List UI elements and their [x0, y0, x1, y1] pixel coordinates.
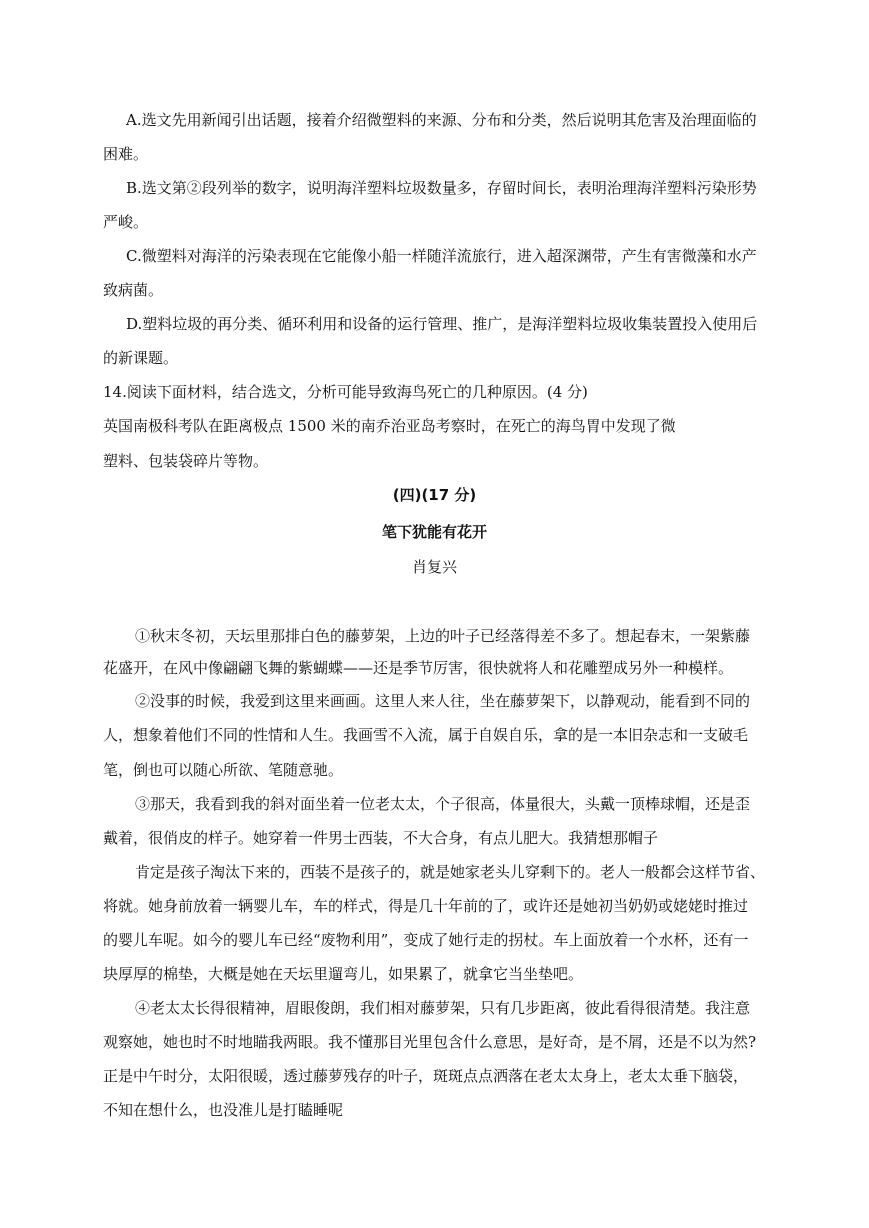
paragraph-3b-line: 肯定是孩子淘汰下来的，西装不是孩子的，就是她家老头儿穿剩下的。老人一般都会这样节省、	[135, 863, 766, 881]
option-c-line1: C.微塑料对海洋的污染表现在它能像小船一样随洋流旅行，进入超深渊带，产生有害微藻和水产	[126, 247, 757, 265]
paragraph-4-line: 观察她，她也时不时地瞄我两眼。我不懂那目光里包含什么意思，是好奇，是不屑，还是不以为然?	[103, 1033, 757, 1051]
paragraph-2-line: ②没事的时候，我爱到这里来画画。这里人来人往，坐在藤萝架下，以静观动，能看到不同的	[135, 692, 751, 710]
paragraph-1-line: 花盛开，在风中像翩翩飞舞的紫蝴蝶——还是季节厉害，很快就将人和花雕塑成另外一种模样。	[103, 659, 734, 677]
article-title: 笔下犹能有花开	[381, 523, 487, 541]
question-14-material-line1: 英国南极科考队在距离极点 1500 米的南乔治亚岛考察时，在死亡的海鸟胃中发现了微	[103, 417, 676, 435]
paragraph-3-line: 戴着，很俏皮的样子。她穿着一件男士西装，不大合身，有点儿肥大。我猜想那帽子	[103, 829, 659, 847]
option-b-line1: B.选文第②段列举的数字，说明海洋塑料垃圾数量多，存留时间长，表明治理海洋塑料污染形势	[126, 179, 757, 197]
paragraph-4-line: 正是中午时分，太阳很暖，透过藤萝残存的叶子，斑斑点点洒落在老太太身上，老太太垂下脑袋，	[103, 1067, 749, 1085]
paragraph-3b-line: 块厚厚的棉垫，大概是她在天坛里遛弯儿，如果累了，就拿它当坐垫吧。	[103, 965, 584, 983]
paragraph-4-line: 不知在想什么，也没准儿是打瞌睡呢	[103, 1101, 344, 1119]
option-b-line2: 严峻。	[103, 213, 149, 231]
paragraph-3-line: ③那天，我看到我的斜对面坐着一位老太太，个子很高，体量很大，头戴一顶棒球帽，还是歪	[135, 795, 751, 813]
option-d-line2: 的新课题。	[103, 349, 179, 367]
paragraph-1-line: ①秋末冬初，天坛里那排白色的藤萝架，上边的叶子已经落得差不多了。想起春末，一架紫藤	[135, 627, 751, 645]
option-c-line2: 致病菌。	[103, 281, 164, 299]
paragraph-2-line: 人，想象着他们不同的性情和人生。我画雪不入流，属于自娱自乐，拿的是一本旧杂志和一支破毛	[103, 726, 749, 744]
section-heading: (四)(17 分)	[392, 486, 477, 504]
paragraph-3b-line: 将就。她身前放着一辆婴儿车，车的样式，得是几十年前的了，或许还是她初当奶奶或姥姥时推过	[103, 897, 749, 915]
article-author: 肖复兴	[411, 558, 457, 576]
option-a-line2: 困难。	[103, 145, 149, 163]
paragraph-2-line: 笔，倒也可以随心所欲、笔随意驰。	[103, 761, 344, 779]
option-d-line1: D.塑料垃圾的再分类、循环利用和设备的运行管理、推广，是海洋塑料垃圾收集装置投入使用后	[126, 315, 758, 333]
option-a-line1: A.选文先用新闻引出话题，接着介绍微塑料的来源、分布和分类，然后说明其危害及治理面临的	[126, 111, 757, 129]
question-14-prompt: 14.阅读下面材料，结合选文，分析可能导致海鸟死亡的几种原因。(4 分)	[103, 383, 588, 401]
paragraph-4-line: ④老太太长得很精神，眉眼俊朗，我们相对藤萝架，只有几步距离，彼此看得很清楚。我注意	[135, 999, 751, 1017]
paragraph-3b-line: 的婴儿车呢。如今的婴儿车已经“废物利用”，变成了她行走的拐杖。车上面放着一个水杯，还有一	[103, 931, 749, 949]
question-14-material-line2: 塑料、包装袋碎片等物。	[103, 452, 269, 470]
